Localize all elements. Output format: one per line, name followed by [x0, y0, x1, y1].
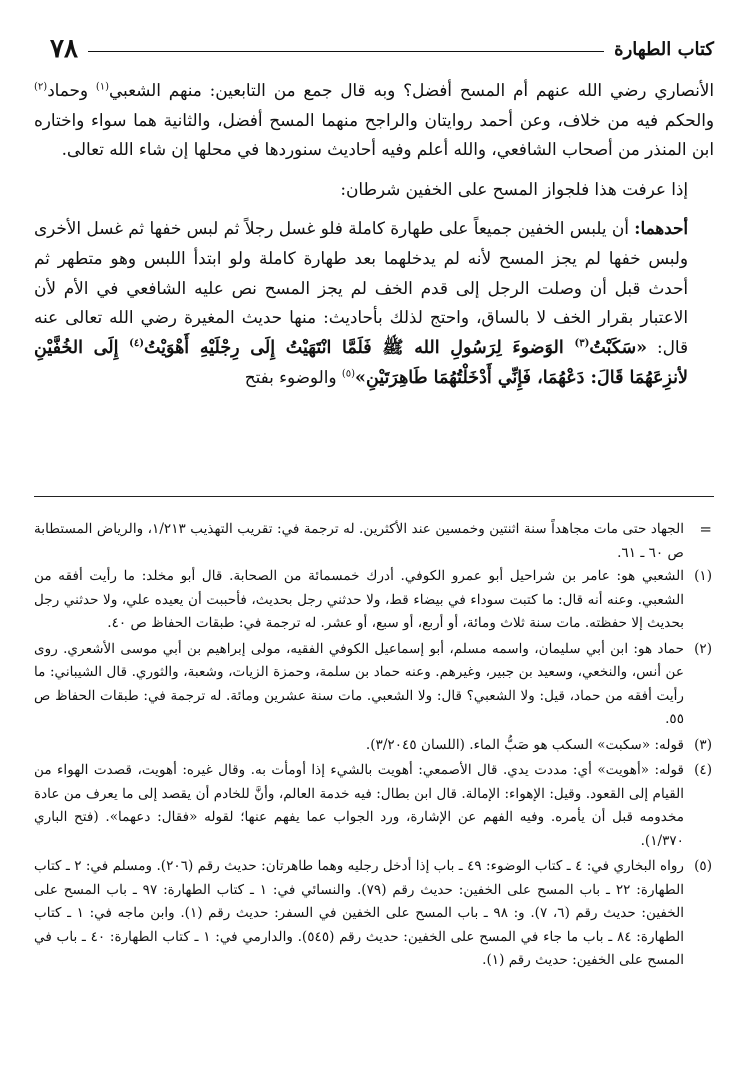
footnote-item: [34, 734, 712, 758]
quote-run: الوَضوءَ لِرَسُولِ الله ﷺ فَلَمَّا انْتَهَيْتُ إِلَى رِجْلَيْهِ أَهْوَيْتُ: [143, 337, 575, 358]
footnote-number: (٤): [694, 762, 712, 778]
header-rule: [88, 51, 604, 52]
text-run: والحكم فيه من خلاف، وعن أحمد روايتان والراجح منهما المسح أفضل، والثانية هما سواء واختاره ابن المنذر من أصحاب الشافعي، والله أعلم وفيه أحاديث سنوردها في محلها إن شاء الله تعالى.: [34, 109, 714, 160]
running-title: كتاب الطهارة: [614, 39, 714, 60]
footnote-number: (٢): [694, 640, 712, 657]
page-header: [50, 30, 714, 64]
main-text: [34, 76, 714, 394]
footnote-ref-4: (٤): [129, 337, 144, 349]
quote-run: «سَكَبْتُ: [589, 337, 648, 358]
footnote-text: قوله: «سكبت» السكب هو صَبُّ الماء. (اللسان ٣/٢٠٤٥).: [365, 736, 684, 753]
footnote-number: (١): [694, 568, 712, 584]
paragraph-lead: أحدهما:: [634, 218, 688, 239]
text-run: الأنصاري رضي الله عنهم أم المسح أفضل؟ وبه قال جمع من التابعين: منهم الشعبي: [109, 80, 714, 100]
footnote-text: رواه البخاري في: ٤ ـ كتاب الوضوء: ٤٩ ـ باب إذا أدخل رجليه وهما طاهرتان: حديث رقم (٢٠٦). ومسلم في: ٢ ـ كتاب الطهارة: ٢٢ ـ باب المسح على الخفين: حديث رقم (٧٩). والنسائي في: ١ ـ كتاب الطهارة: ٩٧ ـ باب المسح على الخفين: حديث رقم (٦، ٧). و: ٩٨ ـ باب المسح على الخفين في السفر: حديث رقم (١). وابن ماجه في: ١ ـ كتاب الطهارة: ٨٤ ـ باب ما جاء في المسح على الخفين: حديث رقم (٥٤٥). والدارمي في: ١ ـ كتاب الطهارة: ٤٠ ـ باب في المسح على الخفين: حديث رقم (١).: [34, 858, 685, 968]
footnotes: [34, 518, 712, 973]
text-run: أن يلبس الخفين جميعاً على طهارة كاملة فلو غسل رجلاً ثم لبس خفها ثم غسل الأخرى ولبس خفها لم يجز المسح لأنه لم يدخلهما بعد طهارة كاملة ولو ابتدأ اللبس وهو متطهر ثم أحدث قبل أن وصلت الرجل إلى قدم الخف لم يجز المسح نص عليه الشافعي في الأم لأن الاعتبار بقرار الخف لا بالساق، واحتج لذلك بأحاديث: منها حديث المغيرة رضي الله تعالى عنه قال:: [34, 218, 688, 357]
footnote-item: [34, 759, 712, 853]
footnote-continuation: الجهاد حتى مات مجاهداً سنة اثنتين وخمسين عند الأكثرين. له ترجمة في: تقريب التهذيب ١/٢١٣، والرياض المستطابة ص ٦٠ ـ ٦١.: [34, 521, 684, 561]
quote-run: إِلَى الخُفَّيْنِ لأنزِعَهُمَا قَالَ: دَعْهُمَا، فَإِنِّي أَدْخَلْتُهُمَا طَاهِرَتَيْنِ»: [34, 337, 688, 389]
text-run: والوضوء بفتح: [244, 367, 342, 388]
footnote-item: [34, 565, 712, 636]
footnote-separator: [34, 496, 714, 497]
footnote-number: (٥): [694, 858, 712, 874]
text-run: وحماد: [47, 80, 96, 100]
footnote-text: حماد هو: ابن أبي سليمان، واسمه مسلم، أبو إسماعيل الكوفي الفقيه، مولى إبراهيم بن أبي موسى الأشعري. روى عن أنس، والنخعي، وسعيد بن جبير، وغيرهم. وعنه حماد بن سلمة، وحمزة الزيات، وشعبة، والثوري. قال الشيباني: ما رأيت أفقه من حماد، قيل: ولا الشعبي؟ قال: ولا الشعبي. مات سنة عشرين ومائة. له ترجمة في: طبقات الحفاظ ص ٥٥.: [34, 640, 684, 727]
footnote-ref-3: (٣): [574, 337, 590, 349]
footnote-text: قوله: «أهويت» أي: مددت يدي. قال الأصمعي: أهويت بالشيء إذا أومأت به. وقال غيره: أهويت، قصدت الهواء من القيام إلى القعود. وقيل: الإهواء: الإمالة. قال ابن بطال: فيه خدمة العالم، وأنَّ للخادم أن يقصد إلى ما يعرف من عادة مخدومه قبل أن يأمره. وفيه الفهم عن الإشارة، ورد الجواب عما يفهم عنها؛ لقوله «فقال: دعهما». (فتح الباري ١/٣٧٠).: [34, 762, 684, 849]
continuation-marker: =: [699, 520, 712, 538]
footnote-text: الشعبي هو: عامر بن شراحيل أبو عمرو الكوفي. أدرك خمسمائة من الصحابة. قال أبو مخلد: ما رأيت أفقه من الشعبي. وعنه أنه قال: ما كتبت سوداء في بيضاء قط، ولا حدثني رجل بحديث، فأحببت أن يعيده علي، ولا حدثني رجل بحديث إلا حفظته. مات سنة ثلاث ومائة، أو أربع، أو سبع، أو عشر. له ترجمة في: طبقات الحفاظ ص ٤٠.: [34, 568, 684, 631]
paragraph-1: [34, 76, 714, 165]
footnote-ref-5: (٥): [341, 368, 356, 380]
footnote-item: [34, 855, 712, 973]
footnote-ref-1: (١): [95, 81, 110, 93]
footnote-number: (٣): [694, 736, 712, 753]
footnote-list: [34, 565, 712, 973]
paragraph-2: إذا عرفت هذا فلجواز المسح على الخفين شرطان:: [340, 178, 688, 199]
page-number: ٧٨: [50, 34, 78, 64]
hadith-quote: [34, 338, 688, 389]
footnote-ref-2: (٢): [34, 81, 48, 93]
paragraph-3: [34, 214, 714, 394]
footnote-item: [34, 638, 712, 732]
